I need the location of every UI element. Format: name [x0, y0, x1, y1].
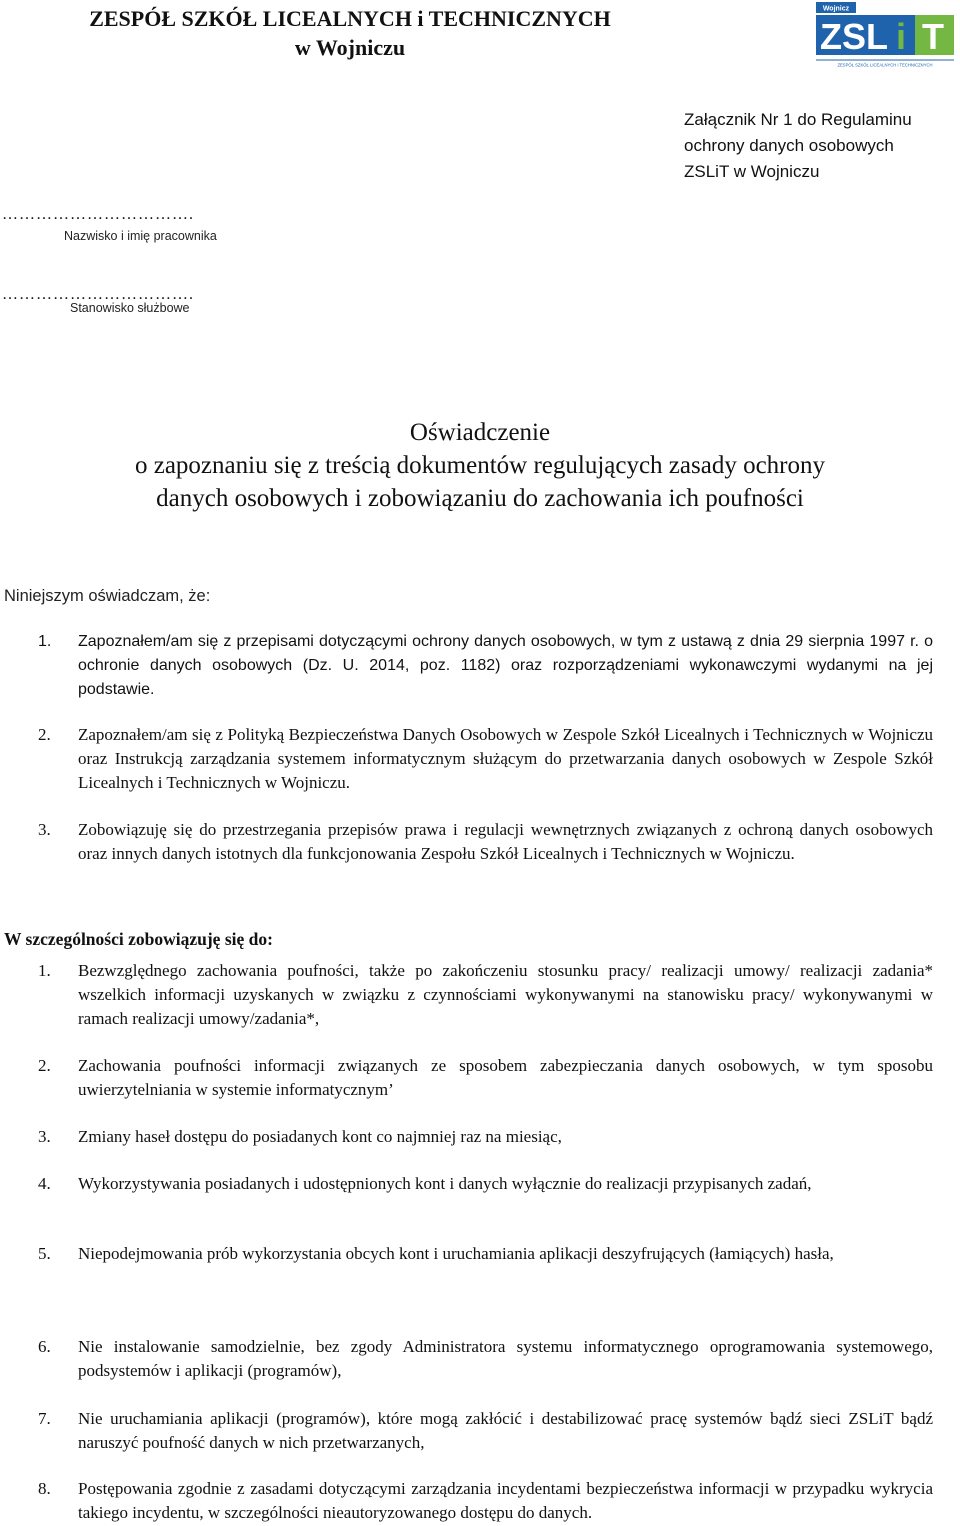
declaration-item — [38, 723, 933, 795]
annex-line1: Załącznik Nr 1 do Regulaminu — [684, 110, 912, 129]
item-text: Zapoznałem/am się z Polityką Bezpieczeństwa Danych Osobowych w Zespole Szkół Licealnych i Technicznych w Wojniczu oraz Instrukcją zarządzania systemem informatycznym służącym do przetwarzania danych osobowych w Zespole Szkół Licealnych i Technicznych w Wojniczu. — [78, 725, 933, 792]
item-text: Postępowania zgodnie z zasadami dotyczącymi zarządzania incydentami bezpieczeństwa informacji w przypadku wykrycia takiego incydentu, w szczególności nieautoryzowanego dostępu do danych. — [78, 1479, 933, 1522]
item-text: Zmiany haseł dostępu do posiadanych kont co najmniej raz na miesiąc, — [78, 1127, 562, 1146]
item-number: 2. — [38, 1056, 51, 1075]
commitment-item — [38, 1172, 933, 1196]
commitment-item — [38, 1335, 933, 1383]
item-number: 1. — [38, 633, 52, 650]
title-line2: o zapoznaniu się z treścią dokumentów regulujących zasady ochrony — [134, 452, 825, 479]
item-number: 8. — [38, 1479, 51, 1498]
item-text: Niepodejmowania prób wykorzystania obcych kont i uruchamiania aplikacji deszyfrujących (łamiących) hasła, — [78, 1244, 834, 1263]
commitment-item — [38, 1054, 933, 1102]
position-fill-line: ……………………………. — [2, 286, 194, 303]
item-text: Wykorzystywania posiadanych i udostępnionych kont i danych wyłącznie do realizacji przypisanych zadań, — [78, 1174, 812, 1193]
svg-text:i: i — [896, 16, 907, 57]
svg-text:T: T — [922, 16, 944, 57]
item-number: 3. — [38, 1127, 51, 1146]
title-line3: danych osobowych i zobowiązaniu do zachowania ich poufności — [156, 485, 804, 512]
zslit-logo — [812, 2, 958, 68]
commitment-item — [38, 1407, 933, 1455]
lead-text: Niniejszym oświadczam, że: — [4, 587, 211, 605]
school-name-line1: ZESPÓŁ SZKÓŁ LICEALNYCH i TECHNICZNYCH — [89, 6, 611, 31]
declaration-item — [38, 630, 933, 702]
svg-text:ZSL: ZSL — [820, 16, 888, 57]
item-number: 2. — [38, 725, 51, 744]
declaration-title — [0, 416, 960, 515]
item-number: 5. — [38, 1244, 51, 1263]
item-number: 6. — [38, 1337, 51, 1356]
name-fill-line: ……………………………. — [2, 206, 194, 223]
item-text: Nie uruchamiania aplikacji (programów), które mogą zakłócić i destabilizować pracę systemów bądź sieci ZSLiT bądź naruszyć poufność danych w nich przetwarzanych, — [78, 1409, 933, 1452]
commitment-item — [38, 1477, 933, 1525]
school-name — [0, 4, 700, 62]
item-text: Nie instalowanie samodzielnie, bez zgody Administratora systemu informatycznego oprogramowania systemowego, podsystemów i aplikacji (programów), — [78, 1337, 933, 1380]
commitment-item — [38, 959, 933, 1031]
item-number: 7. — [38, 1409, 51, 1428]
item-number: 3. — [38, 820, 51, 839]
commitment-item — [38, 1125, 933, 1149]
item-text: Zobowiązuję się do przestrzegania przepisów prawa i regulacji wewnętrznych związanych z ochroną danych osobowych oraz innych danych istotnych dla funkcjonowania Zespołu Szkół Licealnych i Technicznych w Wojniczu. — [78, 820, 933, 863]
school-name-line2: w Wojniczu — [294, 35, 406, 60]
item-text: Zachowania poufności informacji związanych ze sposobem zabezpieczania danych osobowych, w tym sposobu uwierzytelniania w systemie informatycznym’ — [78, 1056, 933, 1099]
declaration-item — [38, 818, 933, 866]
title-line1: Oświadczenie — [409, 419, 551, 446]
commitment-item — [38, 1242, 933, 1266]
svg-text:Wojnicz: Wojnicz — [822, 5, 850, 13]
item-text: Zapoznałem/am się z przepisami dotyczącymi ochrony danych osobowych, w tym z ustawą z dnia 29 sierpnia 1997 r. o ochronie danych osobowych (Dz. U. 2014, poz. 1182) oraz rozporządzeniami wykonawczymi wydanymi na jej podstawie. — [78, 633, 933, 698]
annex-line2: ochrony danych osobowych — [684, 136, 894, 155]
item-text: Bezwzględnego zachowania poufności, także po zakończeniu stosunku pracy/ realizacji umowy/ realizacji zadania* wszelkich informacji uzyskanych w związku z czynnościami wykonywanymi na stanowisku pracy/ wykonywanymi w ramach realizacji umowy/zadania*, — [78, 961, 933, 1028]
annex-line3: ZSLiT w Wojniczu — [684, 162, 820, 181]
item-number: 4. — [38, 1174, 51, 1193]
item-number: 1. — [38, 961, 51, 980]
commitments-heading: W szczególności zobowiązuję się do: — [4, 929, 273, 949]
name-field-label: Nazwisko i imię pracownika — [64, 229, 217, 243]
annex-reference — [684, 107, 912, 185]
svg-text:ZESPÓŁ SZKÓŁ LICEALNYCH i TECH: ZESPÓŁ SZKÓŁ LICEALNYCH i TECHNICZNYCH — [837, 62, 933, 68]
position-field-label: Stanowisko służbowe — [70, 301, 190, 315]
